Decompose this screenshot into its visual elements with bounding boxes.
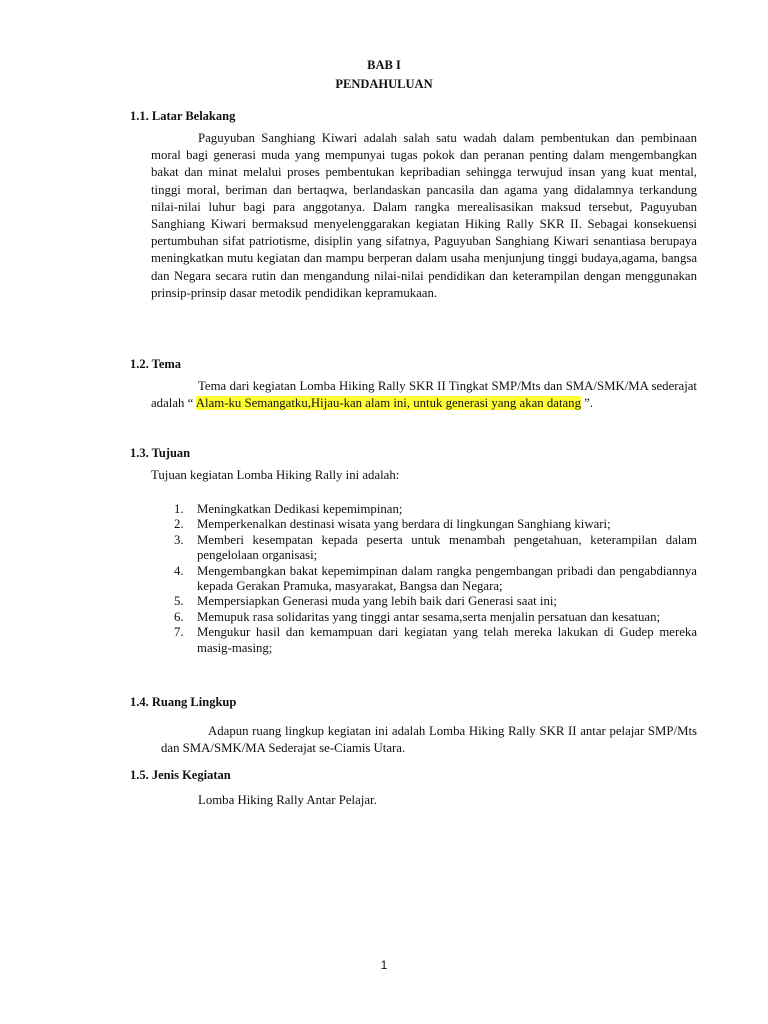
list-item xyxy=(152,625,697,656)
list-item xyxy=(152,517,697,532)
list-item-number: 4. xyxy=(174,563,184,578)
section-heading-ruang-lingkup: 1.4. Ruang Lingkup xyxy=(130,695,237,709)
list-item-text: Mengembangkan bakat kepemimpinan dalam rangka pengembangan pribadi dan pengabdiannya kepada Gerakan Pramuka, masyarakat, Bangsa dan Negara; xyxy=(197,563,697,594)
list-item-text: Memupuk rasa solidaritas yang tinggi antar sesama,serta menjalin persatuan dan kesatuan; xyxy=(197,609,661,624)
tema-text-start: Tema dari kegiatan Lomba Hiking Rally SKR II Tingkat SMP/Mts dan SMA/SMK/MA sederajat adalah “ xyxy=(151,379,697,411)
paragraph-tema xyxy=(151,378,697,412)
list-item xyxy=(152,502,697,517)
paragraph-ruang-lingkup: Adapun ruang lingkup kegiatan ini adalah Lomba Hiking Rally SKR II antar pelajar SMP/Mts dan SMA/SMK/MA Sederajat se-Ciamis Utara. xyxy=(161,724,697,756)
tujuan-intro: Tujuan kegiatan Lomba Hiking Rally ini adalah: xyxy=(151,468,400,482)
list-item-number: 1. xyxy=(174,502,184,516)
section-heading-tujuan: 1.3. Tujuan xyxy=(130,446,191,460)
list-item-number: 3. xyxy=(174,532,184,547)
list-item-number: 5. xyxy=(174,594,184,609)
tema-text-end: ”. xyxy=(580,396,594,411)
list-item-number: 7. xyxy=(174,625,184,640)
list-item-text: Memperkenalkan destinasi wisata yang berdara di lingkungan Sanghiang kiwari; xyxy=(197,517,611,532)
tema-highlight: Alam-ku Semangatku,Hijau-kan alam ini, untuk generasi yang akan datang xyxy=(195,396,581,411)
list-item-text: Mengukur hasil dan kemampuan dari kegiatan yang telah mereka lakukan di Gudep mereka masig-masing; xyxy=(197,625,697,655)
paragraph-latar-belakang: Paguyuban Sanghiang Kiwari adalah salah satu wadah dalam pembentukan dan pembinaan moral bagi generasi muda yang mempunyai tugas pokok dan peranan penting dalam mengembangkan bakat dan minat melalui proses pembentukan kepribadian sehingga terwujud insan yang kuat mental, tinggi moral, beriman dan bertaqwa, berlandaskan pancasila dan agama yang didalamnya terkandung nilai-nilai luhur bagi para anggotanya. Dalam rangka merealisasikan maksud tersebut, Paguyuban Sanghiang Kiwari bermaksud menyelenggarakan kegiatan Hiking Rally SKR II. Sebagai konsekuensi pertumbuhan sifat patriotisme, disiplin yang sifatnya, Paguyuban Sanghiang Kiwari senantiasa berupaya meningkatkan mutu kegiatan dan mampu berperan dalam usaha menjunjung tinggi budaya,agama, bangsa dan Negara secara rutin dan mengandung nilai-nilai pendidikan dan keterampilan dengan menggunakan prinsip-prinsip dasar metodik pendidikan kepramukaan. xyxy=(151,131,697,300)
list-item xyxy=(152,610,697,625)
list-item-number: 6. xyxy=(174,609,184,624)
list-item xyxy=(152,594,697,609)
section-heading-latar-belakang: 1.1. Latar Belakang xyxy=(130,109,236,123)
chapter-subtitle: PENDAHULUAN xyxy=(335,77,433,91)
list-item-text: Memberi kesempatan kepada peserta untuk menambah pengetahuan, keterampilan dalam pengelolaan organisasi; xyxy=(197,532,697,563)
list-item-number: 2. xyxy=(174,517,184,532)
list-item xyxy=(152,564,697,595)
paragraph-jenis-kegiatan: Lomba Hiking Rally Antar Pelajar. xyxy=(198,793,377,807)
section-heading-jenis-kegiatan: 1.5. Jenis Kegiatan xyxy=(130,768,231,782)
list-item-text: Mempersiapkan Generasi muda yang lebih baik dari Generasi saat ini; xyxy=(197,594,557,609)
page-number: 1 xyxy=(380,958,388,972)
list-item-text: Meningkatkan Dedikasi kepemimpinan; xyxy=(197,502,403,516)
section-heading-tema: 1.2. Tema xyxy=(130,357,182,371)
tujuan-list xyxy=(152,502,697,656)
list-item xyxy=(152,533,697,564)
chapter-title: BAB I xyxy=(367,58,401,72)
